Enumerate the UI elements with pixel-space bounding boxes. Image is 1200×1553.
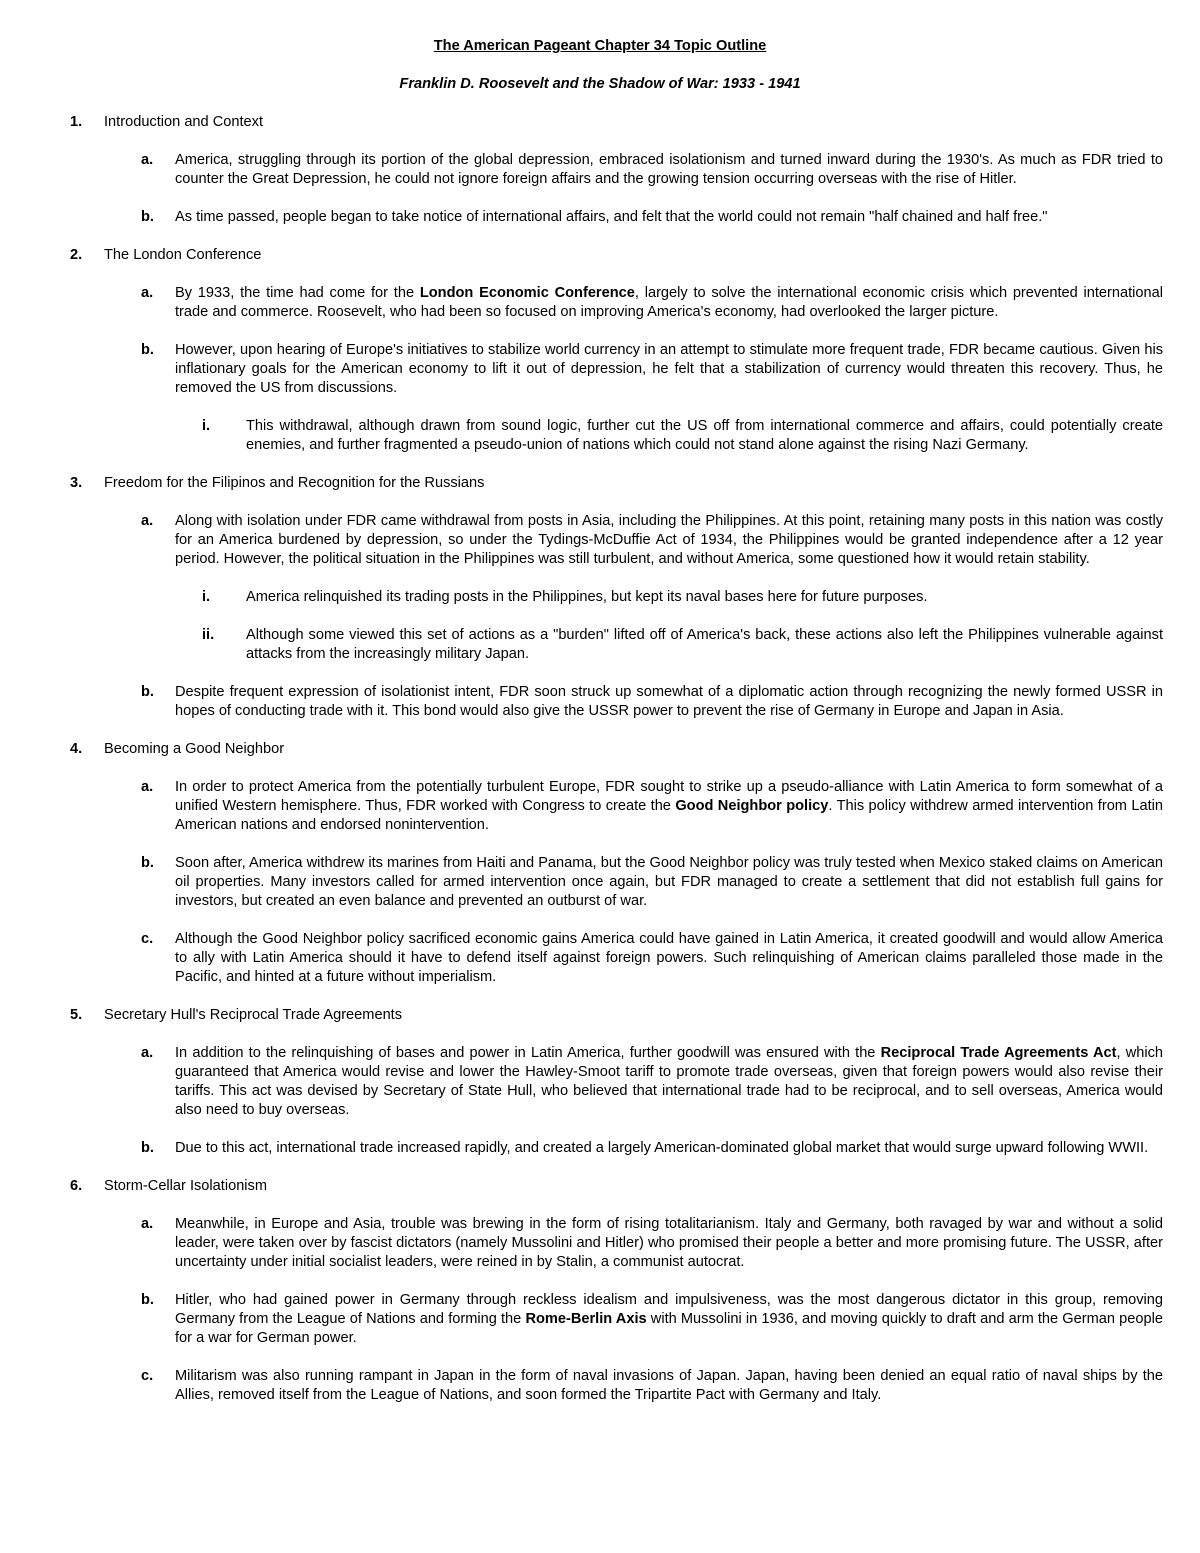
document-subtitle: Franklin D. Roosevelt and the Shadow of War: 1933 - 1941 [399, 76, 801, 92]
outline-item [0, 1367, 1200, 1405]
item-marker: b. [141, 684, 154, 700]
outline-item [0, 512, 1200, 569]
item-text-part: In addition to the relinquishing of bases and power in Latin America, further goodwill was ensured with the [175, 1045, 881, 1061]
item-marker: a. [141, 779, 154, 795]
subitem-marker: ii. [202, 627, 215, 643]
section-heading [0, 1006, 1200, 1025]
outline-section-4 [0, 740, 1200, 987]
item-text-part: , which guaranteed that America would revise and lower the Hawley-Smoot tariff to promote trade overseas, given that foreign powers would also revise their tariffs. This act was devised by Secretary of State Hull, who believed that international trade had to be reciprocal, and to sell overseas, America would also need to buy overseas. [175, 1045, 1164, 1118]
item-marker: a. [141, 152, 154, 168]
outline-item [0, 854, 1200, 911]
section-number: 1. [70, 114, 83, 130]
item-marker: b. [141, 1140, 154, 1156]
key-term: Reciprocal Trade Agreements Act [880, 1045, 1117, 1061]
section-number: 5. [70, 1007, 83, 1023]
outline-item [0, 1291, 1200, 1348]
topic-outline [0, 113, 1200, 1424]
key-term: Rome-Berlin Axis [525, 1311, 647, 1327]
subitem-text: Although some viewed this set of actions as a "burden" lifted off of America's back, these actions also left the Philippines vulnerable against attacks from the increasingly military Japan. [246, 627, 1163, 662]
outline-item [0, 930, 1200, 987]
item-text: Although the Good Neighbor policy sacrificed economic gains America could have gained in Latin America, it created goodwill and would allow America to ally with Latin America should it have to defend itself against foreign powers. Such relinquishing of American claims paralleled those made in the Pacific, and hinted at a future without imperialism. [175, 931, 1163, 985]
outline-section-6 [0, 1177, 1200, 1405]
section-number: 3. [70, 475, 83, 491]
item-marker: a. [141, 285, 154, 301]
item-text: As time passed, people began to take notice of international affairs, and felt that the world could not remain "half chained and half free." [175, 209, 1048, 225]
item-text: However, upon hearing of Europe's initiatives to stabilize world currency in an attempt to stimulate more frequent trade, FDR became cautious. Given his inflationary goals for the American economy to lift it out of depression, he felt that a stabilization of currency would threaten this recovery. Thus, he removed the US from discussions. [175, 342, 1163, 396]
item-text: Soon after, America withdrew its marines from Haiti and Panama, but the Good Neighbor policy was truly tested when Mexico staked claims on American oil properties. Many investors called for armed intervention once again, but FDR managed to create a settlement that did not establish full gains for investors, but created an even balance and prevented an outburst of war. [175, 855, 1163, 909]
item-text [175, 1291, 1163, 1348]
item-text-part: Hitler, who had gained power in Germany through reckless idealism and impulsiveness, was the most dangerous dictator in this group, removing Germany from the League of Nations and forming the [175, 1292, 1163, 1327]
item-text: Despite frequent expression of isolationist intent, FDR soon struck up somewhat of a diplomatic action through recognizing the newly formed USSR in hopes of conducting trade with it. This bond would also give the USSR power to prevent the rise of Germany in Europe and Japan in Asia. [175, 684, 1163, 719]
item-marker: a. [141, 513, 154, 529]
item-marker: a. [141, 1045, 154, 1061]
section-title: Storm-Cellar Isolationism [104, 1178, 268, 1194]
item-text-part: with Mussolini in 1936, and moving quickly to draft and arm the German people for a war for German power. [175, 1311, 1163, 1346]
item-text [175, 284, 1163, 322]
item-text [175, 778, 1163, 835]
item-text-part: . This policy withdrew armed intervention from Latin American nations and endorsed nonintervention. [175, 798, 1163, 833]
outline-subitem [0, 588, 1200, 607]
key-term: London Economic Conference [419, 285, 635, 301]
document-title: The American Pageant Chapter 34 Topic Outline [433, 38, 767, 54]
outline-section-5 [0, 1006, 1200, 1158]
outline-item [0, 341, 1200, 398]
section-title: Freedom for the Filipinos and Recognition for the Russians [104, 475, 485, 491]
section-title: Secretary Hull's Reciprocal Trade Agreements [104, 1007, 403, 1023]
section-heading [0, 1177, 1200, 1196]
subitem-text: America relinquished its trading posts in the Philippines, but kept its naval bases here for future purposes. [246, 589, 928, 605]
section-number: 6. [70, 1178, 83, 1194]
section-title: Introduction and Context [104, 114, 264, 130]
outline-item [0, 1139, 1200, 1158]
outline-item [0, 778, 1200, 835]
item-marker: c. [141, 1368, 154, 1384]
outline-subitem [0, 626, 1200, 664]
section-heading [0, 246, 1200, 265]
item-marker: a. [141, 1216, 154, 1232]
item-text: Due to this act, international trade increased rapidly, and created a largely American-dominated global market that would surge upward following WWII. [175, 1140, 1149, 1156]
item-text: Meanwhile, in Europe and Asia, trouble was brewing in the form of rising totalitarianism. Italy and Germany, both ravaged by war and without a solid leader, were taken over by fascist dictators (namely Mussolini and Hitler) who promised their people a better and more promising future. The USSR, after uncertainty under initial socialist leaders, were reined in by Stalin, a communist autocrat. [175, 1216, 1163, 1270]
item-text-part: , largely to solve the international economic crisis which prevented international trade and commerce. Roosevelt, who had been so focused on improving America's economy, had overlooked the larger picture. [175, 285, 1163, 320]
subitem-marker: i. [202, 589, 211, 605]
section-title: Becoming a Good Neighbor [104, 741, 285, 757]
section-heading [0, 113, 1200, 132]
item-marker: b. [141, 209, 154, 225]
item-marker: c. [141, 931, 154, 947]
item-marker: b. [141, 342, 154, 358]
section-title: The London Conference [104, 247, 262, 263]
subitem-marker: i. [202, 418, 211, 434]
item-text-part: By 1933, the time had come for the [175, 285, 420, 301]
outline-item [0, 208, 1200, 227]
section-heading [0, 474, 1200, 493]
section-number: 2. [70, 247, 83, 263]
outline-item [0, 284, 1200, 322]
section-number: 4. [70, 741, 83, 757]
subitem-text: This withdrawal, although drawn from sound logic, further cut the US off from international commerce and affairs, could potentially create enemies, and further fragmented a pseudo-union of nations which could not stand alone against the rising Nazi Germany. [246, 418, 1163, 453]
key-term: Good Neighbor policy [675, 798, 829, 814]
item-text: America, struggling through its portion of the global depression, embraced isolationism and turned inward during the 1930's. As much as FDR tried to counter the Great Depression, he could not ignore foreign affairs and the growing tension occurring overseas with the rise of Hitler. [175, 152, 1163, 187]
item-text-part: In order to protect America from the potentially turbulent Europe, FDR sought to strike up a pseudo-alliance with Latin America to form somewhat of a unified Western hemisphere. Thus, FDR worked with Congress to create the [175, 779, 1163, 814]
section-heading [0, 740, 1200, 759]
item-text: Militarism was also running rampant in Japan in the form of naval invasions of Japan. Japan, having been denied an equal ratio of naval ships by the Allies, removed itself from the League of Nations, and soon formed the Tripartite Pact with Germany and Italy. [175, 1368, 1163, 1403]
outline-item [0, 151, 1200, 189]
outline-section-2 [0, 246, 1200, 455]
outline-subitem [0, 417, 1200, 455]
item-marker: b. [141, 855, 154, 871]
outline-section-1 [0, 113, 1200, 227]
outline-section-3 [0, 474, 1200, 721]
outline-item [0, 683, 1200, 721]
item-marker: b. [141, 1292, 154, 1308]
outline-item [0, 1044, 1200, 1120]
outline-item [0, 1215, 1200, 1272]
item-text: Along with isolation under FDR came withdrawal from posts in Asia, including the Philippines. At this point, retaining many posts in this nation was costly for an America burdened by depression, so under the Tydings-McDuffie Act of 1934, the Philippines would be granted independence after a 12 year period. However, the political situation in the Philippines was still turbulent, and without America, some questioned how it would retain stability. [175, 513, 1163, 567]
item-text [175, 1044, 1163, 1120]
